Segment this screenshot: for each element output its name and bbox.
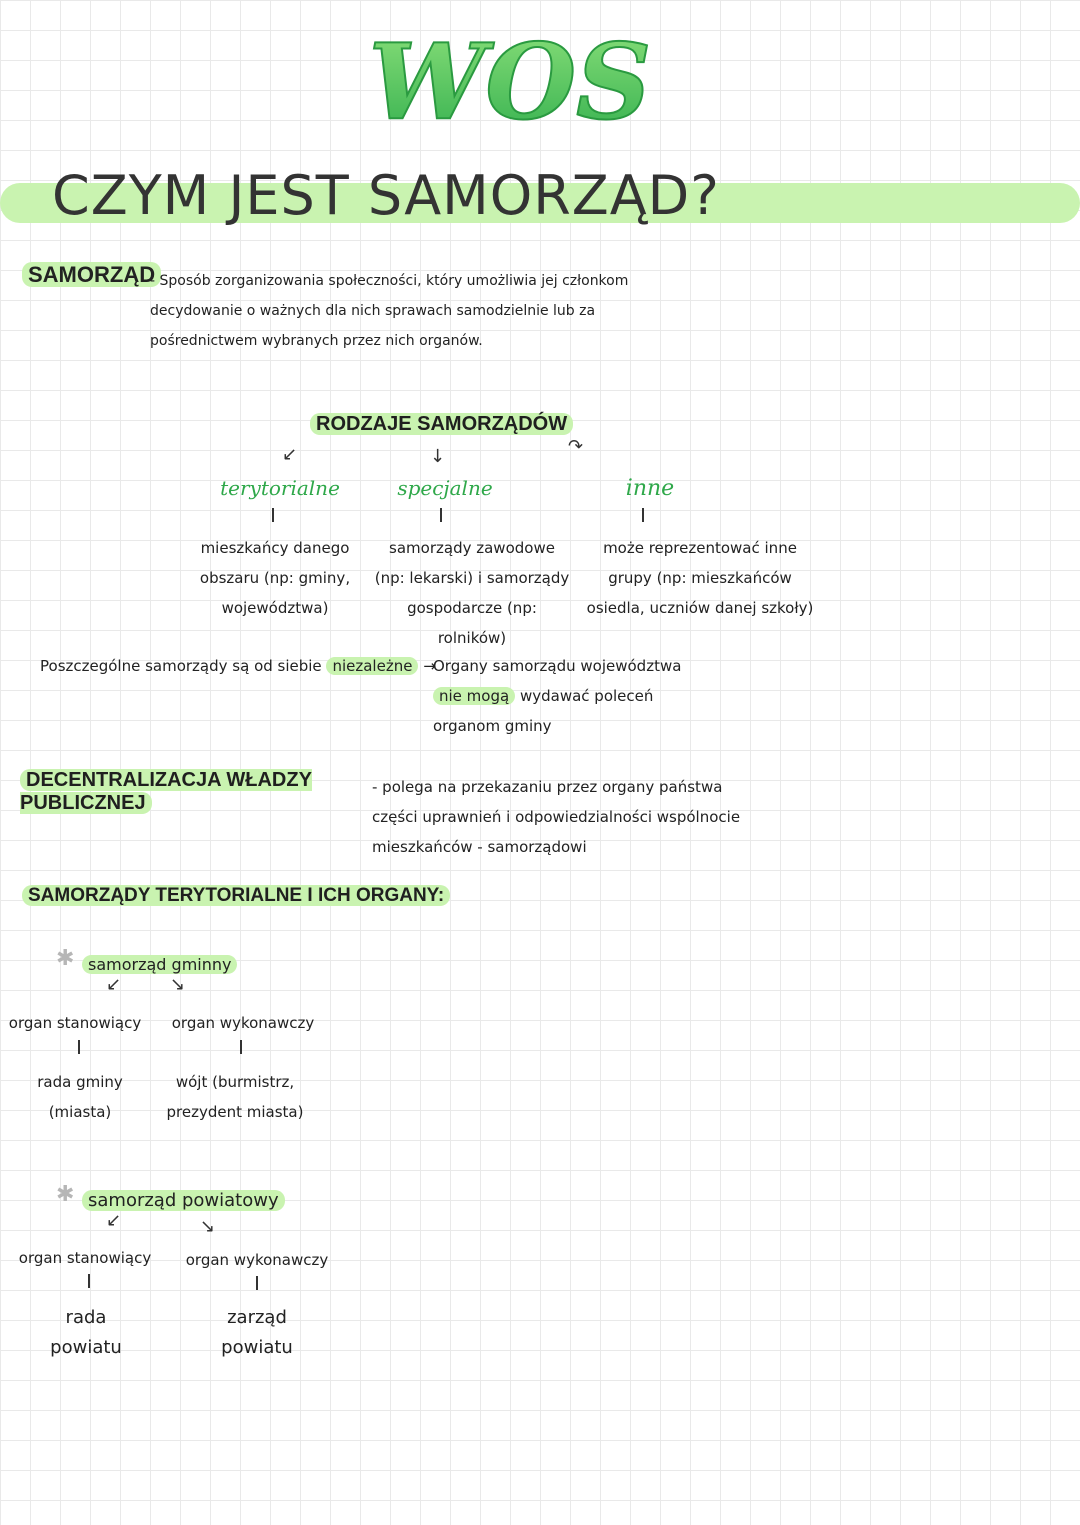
- independence-example-line2: [433, 681, 733, 711]
- asterisk-icon: ✱: [56, 946, 75, 971]
- type-tick: [272, 508, 274, 522]
- tree-tick: [256, 1276, 258, 1290]
- type-name-terytorialne: terytorialne: [220, 476, 340, 500]
- powiat-left-value: rada powiatu: [50, 1307, 122, 1358]
- type-tick: [440, 508, 442, 522]
- curved-arrow-right-icon: ↷: [568, 436, 584, 457]
- powiat-left-label: organ stanowiący: [18, 1249, 152, 1267]
- logo-text: WOS: [370, 20, 650, 143]
- powiat-right-value: zarząd powiatu: [221, 1307, 293, 1358]
- type-tick: [642, 508, 644, 522]
- tree-tick: [78, 1040, 80, 1054]
- independence-example-highlight: nie mogą: [433, 687, 515, 705]
- definition-term-text: SAMORZĄD: [22, 262, 161, 287]
- independence-line: [40, 651, 460, 681]
- type-desc-specjalne: samorządy zawodowe (np: lekarski) i samorządy gospodarcze (np: rolników): [374, 539, 570, 647]
- independence-highlight: niezależne: [326, 657, 418, 675]
- arrow-right-icon: →: [423, 657, 436, 675]
- arrow-down-right-icon: ↘: [200, 1216, 216, 1237]
- page-title: CZYM JEST SAMORZĄD?: [52, 164, 720, 227]
- type-desc-terytorialne: mieszkańcy danego obszaru (np: gminy, województwa): [199, 539, 351, 617]
- tree-tick: [88, 1274, 90, 1288]
- arrow-down-right-icon: ↘: [170, 974, 186, 995]
- logo-art: [370, 8, 650, 158]
- definition-term: [22, 262, 161, 288]
- territorial-heading-text: SAMORZĄDY TERYTORIALNE I ICH ORGANY:: [22, 885, 450, 906]
- independence-example-line1: Organy samorządu województwa: [433, 657, 682, 675]
- types-heading: [310, 413, 573, 436]
- arrow-down-left-icon: ↙: [106, 974, 122, 995]
- tree-tick: [240, 1040, 242, 1054]
- type-name-inne: inne: [625, 476, 675, 501]
- territorial-heading: [22, 885, 450, 907]
- decentralization-text: - polega na przekazaniu przez organy państwa części uprawnień i odpowiedzialności wspólnocie mieszkańców - samorządowi: [372, 778, 741, 856]
- decentralization-term: [20, 769, 380, 815]
- asterisk-icon: ✱: [56, 1182, 75, 1207]
- logo: [370, 8, 650, 158]
- gmina-left-label: organ stanowiący: [8, 1014, 142, 1032]
- gmina-right-label: organ wykonawczy: [171, 1014, 315, 1032]
- decentralization-term-text: DECENTRALIZACJA WŁADZY PUBLICZNEJ: [20, 769, 312, 814]
- independence-example-line2-text: wydawać poleceń: [519, 687, 654, 705]
- gmina-left-value: rada gminy (miasta): [37, 1073, 123, 1121]
- arrow-down-left-icon: ↙: [282, 444, 298, 465]
- independence-example-line3: organom gminy: [433, 717, 552, 735]
- type-desc-inne: może reprezentować inne grupy (np: mieszkańców osiedla, uczniów danej szkoły): [586, 539, 814, 617]
- independence-text: Poszczególne samorządy są od siebie: [40, 657, 322, 675]
- powiat-name-text: samorząd powiatowy: [82, 1190, 285, 1211]
- types-heading-text: RODZAJE SAMORZĄDÓW: [310, 413, 573, 435]
- gmina-right-value: wójt (burmistrz, prezydent miasta): [166, 1073, 304, 1121]
- powiat-right-label: organ wykonawczy: [185, 1251, 329, 1269]
- type-name-specjalne: specjalne: [397, 476, 493, 500]
- definition-text: - Sposób zorganizowania społeczności, który umożliwia jej członkom decydowanie o ważnych dla nich sprawach samodzielnie lub za pośrednictwem wybranych przez nich organów.: [150, 273, 629, 349]
- independence-example: [433, 651, 733, 741]
- arrow-down-icon: ↓: [430, 446, 446, 467]
- arrow-down-left-icon: ↙: [106, 1210, 122, 1231]
- gmina-name-text: samorząd gminny: [82, 955, 237, 974]
